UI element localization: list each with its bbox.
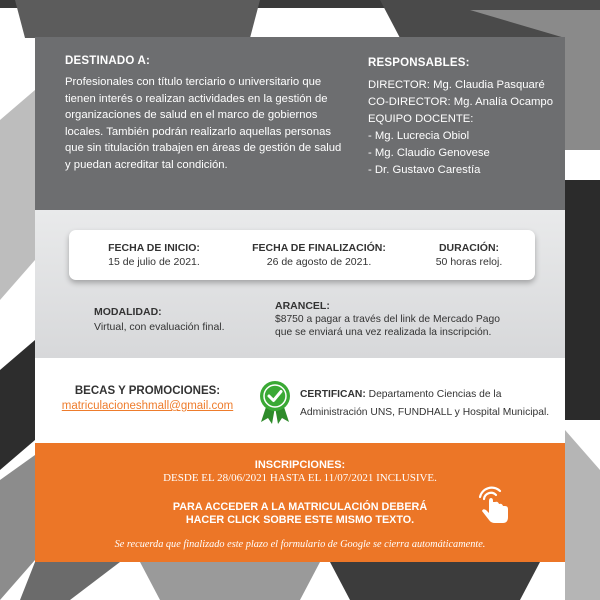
- certifican-label: CERTIFICAN:: [300, 389, 366, 400]
- docente-item: - Mg. Claudio Genovese: [368, 147, 490, 159]
- modalidad-value: Virtual, con evaluación final.: [94, 321, 225, 333]
- arancel-line1: $8750 a pagar a través del link de Mercado Pago: [275, 314, 500, 325]
- equipo-title: EQUIPO DOCENTE:: [368, 113, 474, 125]
- docentes-list: [368, 128, 563, 179]
- inscripciones-title: INSCRIPCIONES:: [254, 459, 346, 471]
- dates-box: [69, 230, 535, 280]
- arancel-label: ARANCEL:: [275, 300, 330, 312]
- matriculacion-link[interactable]: [95, 501, 505, 526]
- responsables-block: [368, 55, 563, 179]
- tap-hand-icon[interactable]: [472, 483, 516, 527]
- becas-block: [55, 385, 240, 412]
- duracion-value: 50 horas reloj.: [435, 256, 503, 268]
- docente-item: - Mg. Lucrecia Obiol: [368, 130, 470, 142]
- fecha-inicio: [89, 242, 219, 268]
- becas-email-link[interactable]: matriculacioneshmall@gmail.com: [61, 400, 234, 412]
- inscripciones-note: Se recuerda que finalizado este plazo el formulario de Google se cierra automáticamente.: [114, 539, 486, 550]
- certifican-text: [300, 386, 562, 422]
- top-section: [35, 37, 565, 210]
- dates-section: [35, 210, 565, 358]
- inscripciones-section[interactable]: [35, 443, 565, 562]
- director: DIRECTOR: Mg. Claudia Pasquaré: [368, 79, 545, 91]
- arancel: [275, 300, 555, 339]
- modalidad-label: MODALIDAD:: [94, 306, 162, 318]
- fecha-fin-value: 26 de agosto de 2021.: [266, 256, 372, 268]
- modalidad: [94, 306, 264, 333]
- destinado-text: Profesionales con título terciario o universitario que tienen interés o realizan actividades en la gestión de organizaciones de salud en el marco de gobiernos locales. También podrán realizarlo aquellas personas que sin titulación trabajen en áreas de gestión de salud y puedan acreditar tal condición.: [65, 76, 342, 171]
- cta-line1: PARA ACCEDER A LA MATRICULACIÓN DEBERÁ: [172, 501, 428, 513]
- codirector: CO-DIRECTOR: Mg. Analía Ocampo: [368, 96, 553, 108]
- award-ribbon-icon: [257, 380, 293, 424]
- inscripciones-dates: DESDE EL 28/06/2021 HASTA EL 11/07/2021 INCLUSIVE.: [163, 472, 437, 484]
- duracion-label: DURACIÓN:: [438, 242, 500, 254]
- becas-label: BECAS Y PROMOCIONES:: [74, 385, 221, 397]
- fecha-fin: [239, 242, 399, 268]
- cta-line2: HACER CLICK SOBRE ESTE MISMO TEXTO.: [185, 513, 415, 526]
- destinado-block: [65, 55, 345, 173]
- fecha-inicio-label: FECHA DE INICIO:: [108, 242, 200, 254]
- fecha-inicio-value: 15 de julio de 2021.: [108, 256, 200, 268]
- destinado-title: DESTINADO A:: [65, 55, 151, 67]
- certifican-body: Departamento Ciencias de la Administración UNS, FUNDHALL y Hospital Municipal.: [300, 389, 550, 418]
- info-card: [35, 37, 565, 562]
- arancel-line2: que se enviará una vez realizada la inscripción.: [275, 326, 492, 338]
- docente-item: - Dr. Gustavo Carestía: [368, 164, 481, 176]
- fecha-fin-label: FECHA DE FINALIZACIÓN:: [252, 242, 386, 254]
- duracion: [414, 242, 524, 268]
- responsables-title: RESPONSABLES:: [368, 57, 470, 69]
- becas-cert-section: [35, 358, 565, 443]
